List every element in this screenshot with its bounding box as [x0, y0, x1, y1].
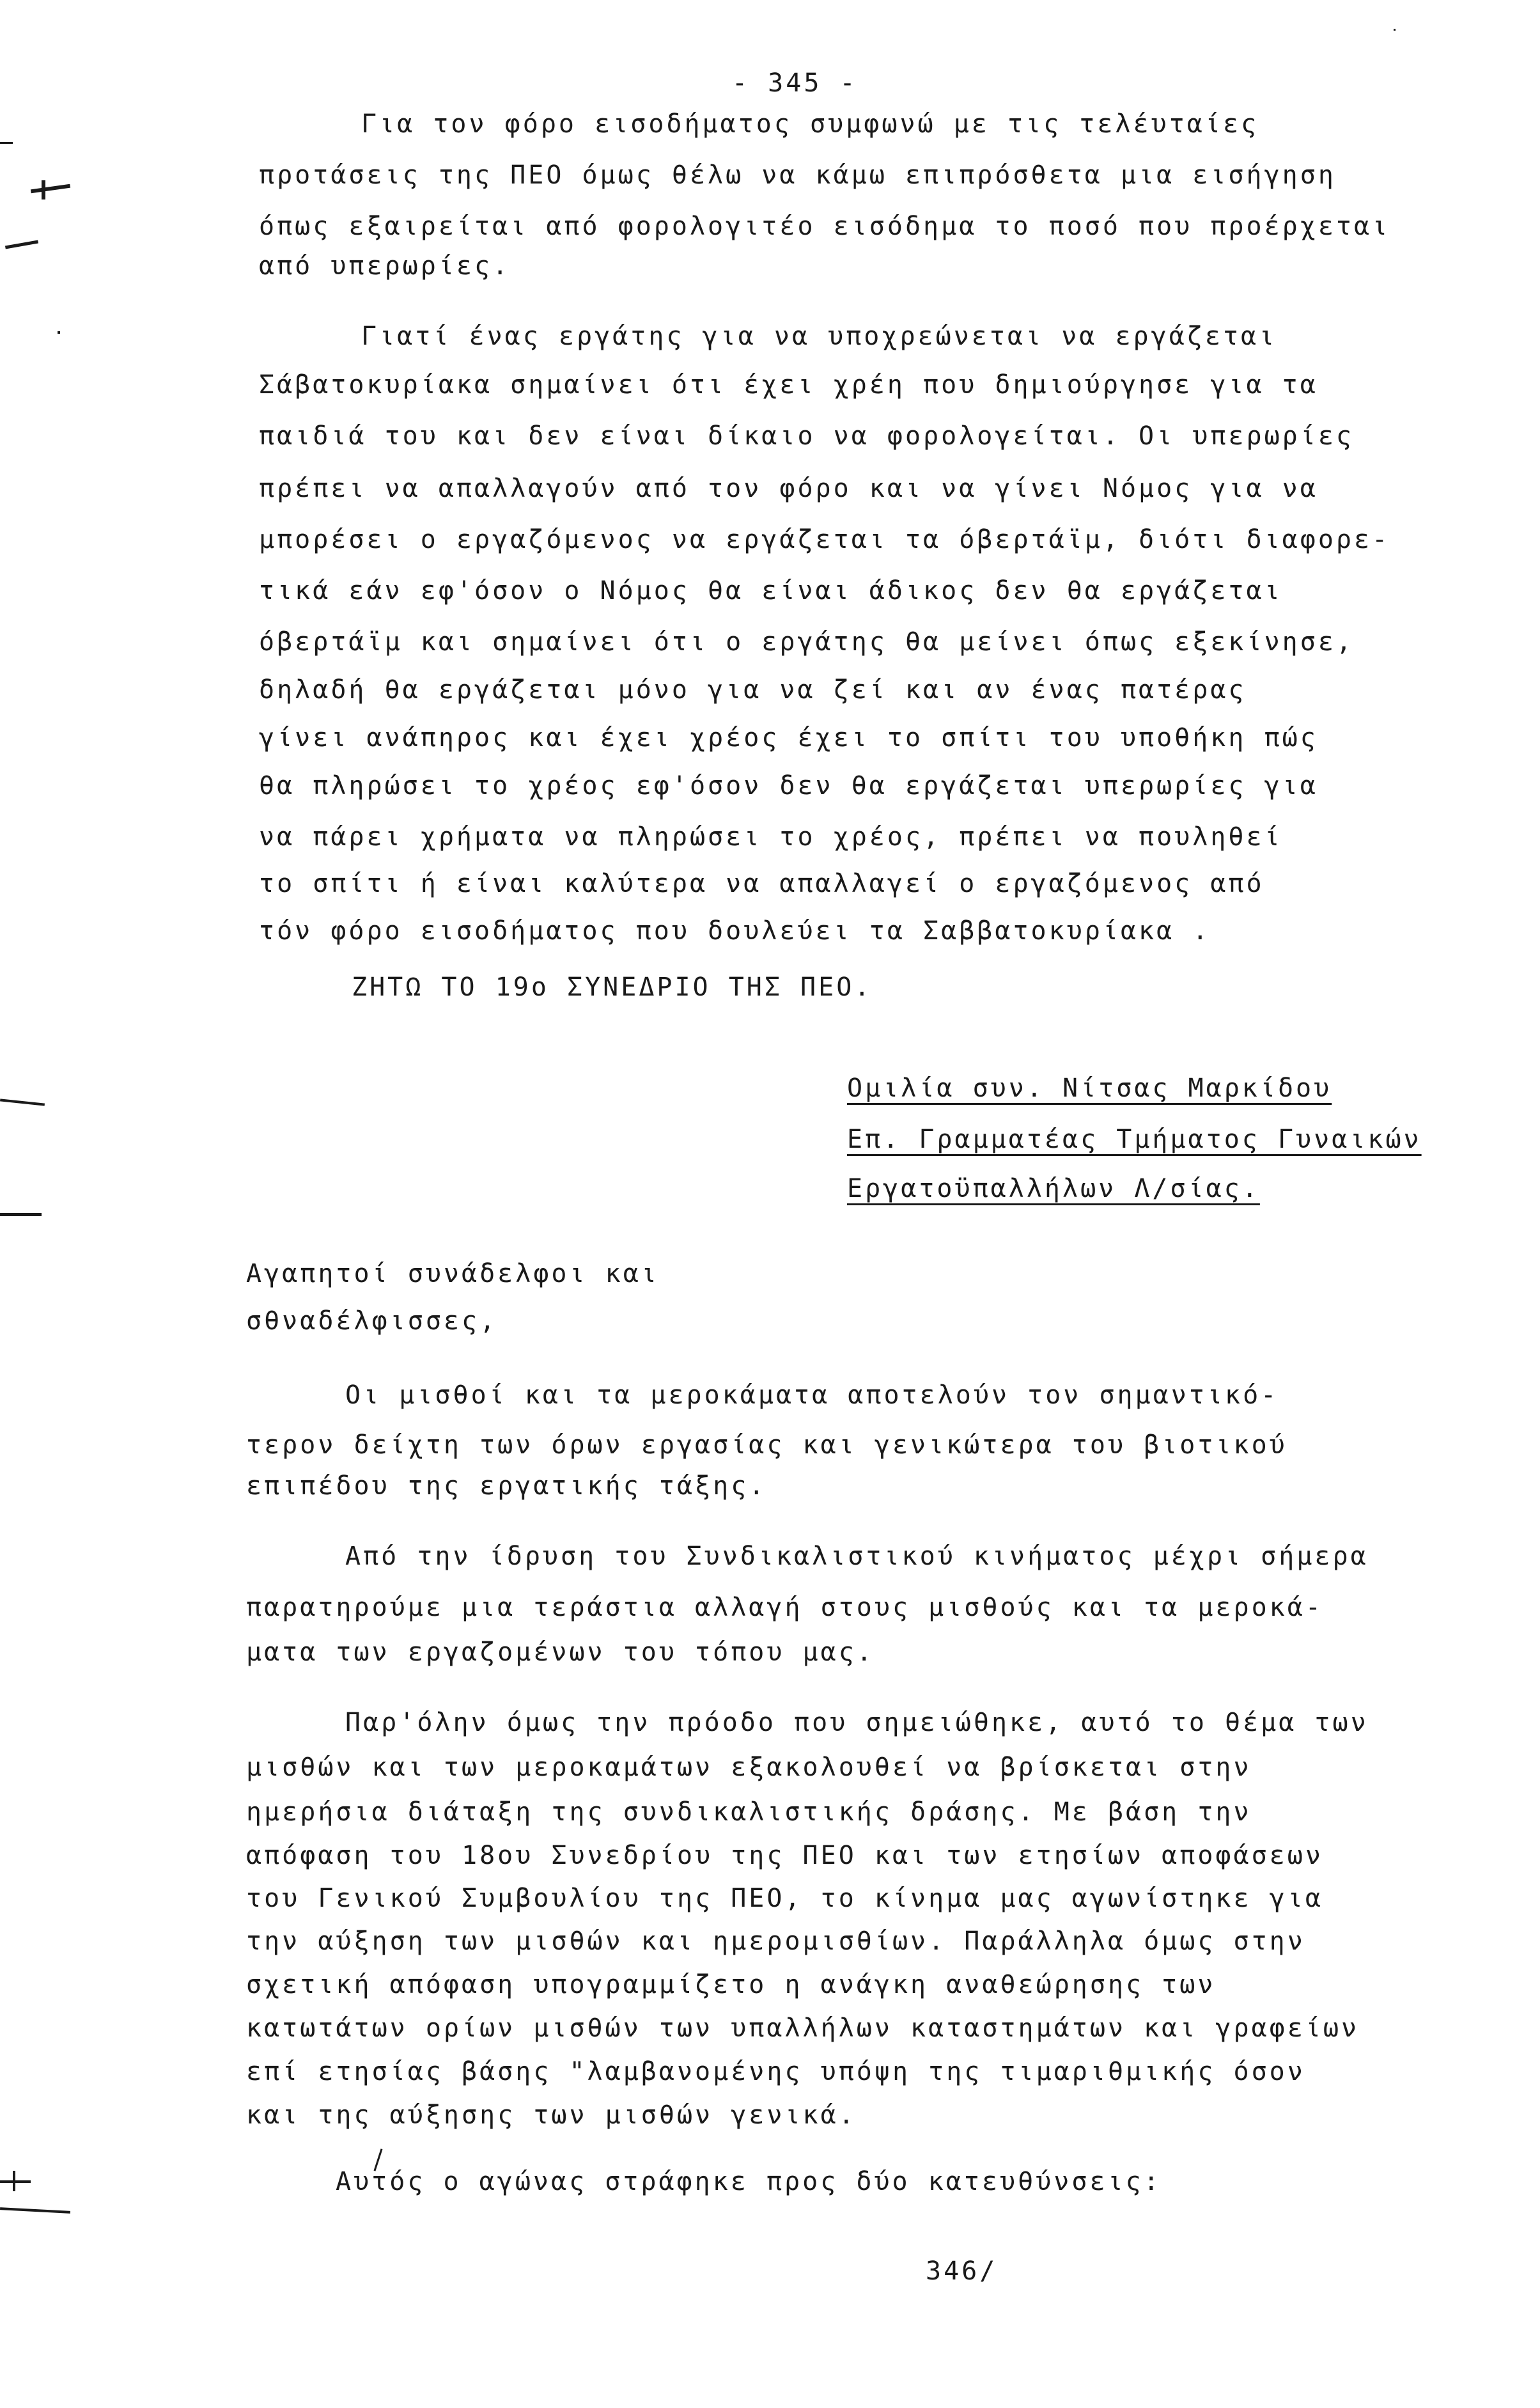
text-line: επί ετησίας βάσης "λαμβανομένης υπόψη της τιμαριθμικής όσον	[246, 2057, 1305, 2086]
text-line: Γιατί ένας εργάτης για να υποχρεώνεται να εργάζεται	[361, 322, 1277, 351]
punch-mark	[5, 240, 38, 249]
text-line: όπως εξαιρείται από φορολογιτέο εισόδημα το ποσό που προέρχεται	[259, 212, 1390, 241]
speaker-title: Επ. Γραμματέας Τμήματος Γυναικών	[847, 1125, 1422, 1154]
page-number: - 345 -	[732, 68, 858, 98]
punch-mark	[0, 2207, 70, 2214]
punch-mark	[31, 184, 70, 194]
punch-mark	[0, 1098, 45, 1106]
text-line: παρατηρούμε μια τεράστια αλλαγή στους μισθούς και τα μεροκά-	[246, 1593, 1323, 1622]
punch-mark	[0, 2180, 31, 2183]
text-line: σχετική απόφαση υπογραμμίζετο η ανάγκη αναθεώρησης των	[246, 1970, 1216, 1999]
text-line: Σάβατοκυρίακα σημαίνει ότι έχει χρέη που δημιούργησε για τα	[259, 370, 1318, 400]
text-line: δηλαδή θα εργάζεται μόνο για να ζεί και αν ένας πατέρας	[259, 675, 1247, 705]
text-line: μισθών και των μεροκαμάτων εξακολουθεί να βρίσκεται στην	[246, 1753, 1252, 1782]
text-line: επιπέδου της εργατικής τάξης.	[246, 1471, 767, 1501]
punch-mark	[0, 142, 13, 144]
punch-mark	[13, 2171, 15, 2191]
salutation-line: Αγαπητοί συνάδελφοι και	[246, 1259, 659, 1288]
text-line: απόφαση του 18ου Συνεδρίου της ΠΕΟ και των ετησίων αποφάσεων	[246, 1841, 1323, 1870]
text-line: Για τον φόρο εισοδήματος συμφωνώ με τις τελέυταίες	[361, 109, 1259, 139]
next-page-number: 346/	[926, 2256, 998, 2286]
text-line: τερον δείχτη των όρων εργασίας και γενικώτερα του βιοτικού	[246, 1430, 1287, 1460]
text-line: τικά εάν εφ'όσον ο Νόμος θα είναι άδικος δεν θα εργάζεται	[259, 576, 1282, 606]
text-line: θα πληρώσει το χρέος εφ'όσον δεν θα εργάζεται υπερωρίες για	[259, 771, 1318, 801]
text-line: το σπίτι ή είναι καλύτερα να απαλλαγεί ο εργαζόμενος από	[259, 869, 1264, 898]
text-line: μπορέσει ο εργαζόμενος να εργάζεται τα όβερτάϊμ, διότι διαφορε-	[259, 525, 1390, 554]
text-line: Αυτός ο αγώνας στράφηκε προς δύο κατευθύνσεις:	[336, 2167, 1162, 2196]
text-line: ημερήσια διάταξη της συνδικαλιστικής δράσης. Με βάση την	[246, 1797, 1252, 1827]
text-line: τόν φόρο εισοδήματος που δουλεύει τα Σαββατοκυρίακα .	[259, 916, 1211, 946]
pen-mark	[58, 331, 60, 334]
text-line: Παρ'όλην όμως την πρόοδο που σημειώθηκε, αυτό το θέμα των	[345, 1708, 1369, 1737]
text-line: ματα των εργαζομένων του τόπου μας.	[246, 1638, 875, 1667]
text-line: πρέπει να απαλλαγούν από τον φόρο και να γίνει Νόμος για να	[259, 474, 1318, 503]
text-line: προτάσεις της ΠΕΟ όμως θέλω να κάμω επιπρόσθετα μια εισήγηση	[259, 160, 1336, 190]
punch-mark	[0, 1213, 42, 1216]
text-line: παιδιά του και δεν είναι δίκαιο να φορολογείται. Οι υπερωρίες	[259, 421, 1355, 451]
text-line: όβερτάϊμ και σημαίνει ότι ο εργάτης θα μείνει όπως εξεκίνησε,	[259, 627, 1355, 657]
speaker-name: Ομιλία συν. Νίτσας Μαρκίδου	[847, 1074, 1332, 1103]
slogan: ΖΗΤΩ ΤΟ 19ο ΣΥΝΕΔΡΙΟ ΤΗΣ ΠΕΟ.	[352, 973, 873, 1002]
pen-mark	[1394, 29, 1396, 31]
text-line: του Γενικού Συμβουλίου της ΠΕΟ, το κίνημα μας αγωνίστηκε για	[246, 1884, 1323, 1913]
text-line: γίνει ανάπηρος και έχει χρέος έχει το σπίτι του υποθήκη πώς	[259, 723, 1318, 753]
text-line: κατωτάτων ορίων μισθών των υπαλλήλων καταστημάτων και γραφείων	[246, 2013, 1360, 2043]
text-line: να πάρει χρήματα να πληρώσει το χρέος, πρέπει να πουληθεί	[259, 822, 1282, 852]
text-line: και της αύξησης των μισθών γενικά.	[246, 2100, 857, 2130]
text-line: την αύξηση των μισθών και ημερομισθίων. Παράλληλα όμως στην	[246, 1927, 1305, 1956]
text-line: Από την ίδρυση του Συνδικαλιστικού κινήματος μέχρι σήμερα	[345, 1542, 1369, 1571]
speaker-department: Εργατοϋπαλλήλων Λ/σίας.	[847, 1174, 1260, 1203]
text-line: Οι μισθοί και τα μεροκάματα αποτελούν τον σημαντικό-	[345, 1380, 1279, 1410]
punch-mark	[42, 180, 45, 199]
salutation-line: σθναδέλφισσες,	[246, 1306, 498, 1336]
text-line: από υπερωρίες.	[259, 251, 511, 281]
